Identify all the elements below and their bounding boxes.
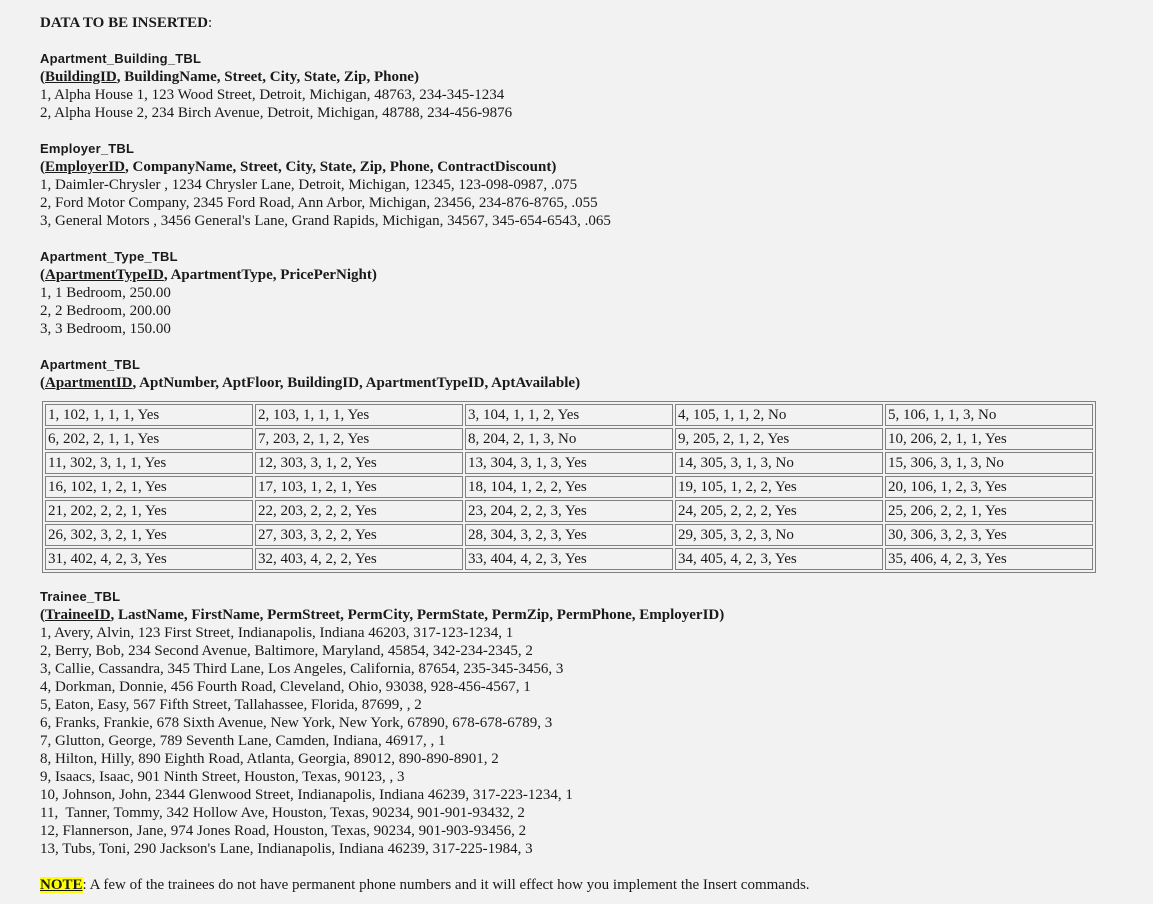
data-row: 8, Hilton, Hilly, 890 Eighth Road, Atlanta, Georgia, 89012, 890-890-8901, 2 [40, 751, 499, 767]
table-row [45, 476, 1093, 498]
note-label: NOTE [40, 877, 83, 893]
grid-cell: 4, 105, 1, 1, 2, No [675, 404, 883, 426]
table-row [45, 404, 1093, 426]
column-list: (ApartmentTypeID, ApartmentType, PricePerNight) [40, 267, 377, 283]
grid-cell: 33, 404, 4, 2, 3, Yes [465, 548, 673, 570]
grid-cell: 11, 302, 3, 1, 1, Yes [45, 452, 253, 474]
apartment-type-table-section [40, 248, 1140, 338]
table-row [45, 500, 1093, 522]
grid-cell: 1, 102, 1, 1, 1, Yes [45, 404, 253, 426]
data-row: 3, General Motors , 3456 General's Lane, Grand Rapids, Michigan, 34567, 345-654-6543, .065 [40, 213, 611, 229]
grid-cell: 5, 106, 1, 1, 3, No [885, 404, 1093, 426]
apartment-table-section [40, 356, 1140, 392]
grid-cell: 2, 103, 1, 1, 1, Yes [255, 404, 463, 426]
data-row: 2, Berry, Bob, 234 Second Avenue, Baltimore, Maryland, 45854, 342-234-2345, 2 [40, 643, 533, 659]
grid-cell: 23, 204, 2, 2, 3, Yes [465, 500, 673, 522]
table-row [45, 524, 1093, 546]
grid-cell: 17, 103, 1, 2, 1, Yes [255, 476, 463, 498]
data-row: 2, Alpha House 2, 234 Birch Avenue, Detroit, Michigan, 48788, 234-456-9876 [40, 105, 513, 121]
grid-cell: 6, 202, 2, 1, 1, Yes [45, 428, 253, 450]
note-text: : A few of the trainees do not have permanent phone numbers and it will effect how you implement the Insert commands. [82, 877, 810, 893]
data-row: 9, Isaacs, Isaac, 901 Ninth Street, Houston, Texas, 90123, , 3 [40, 769, 405, 785]
document [40, 14, 1140, 392]
grid-cell: 22, 203, 2, 2, 2, Yes [255, 500, 463, 522]
grid-cell: 14, 305, 3, 1, 3, No [675, 452, 883, 474]
data-row: 1, Daimler-Chrysler , 1234 Chrysler Lane, Detroit, Michigan, 12345, 123-098-0987, .075 [40, 177, 578, 193]
grid-cell: 34, 405, 4, 2, 3, Yes [675, 548, 883, 570]
data-row: 7, Glutton, George, 789 Seventh Lane, Camden, Indiana, 46917, , 1 [40, 733, 446, 749]
column-list: (ApartmentID, AptNumber, AptFloor, BuildingID, ApartmentTypeID, AptAvailable) [40, 375, 581, 391]
data-row: 1, Alpha House 1, 123 Wood Street, Detroit, Michigan, 48763, 234-345-1234 [40, 87, 505, 103]
grid-cell: 28, 304, 3, 2, 3, Yes [465, 524, 673, 546]
primary-key: ApartmentID [45, 375, 133, 391]
apartment-data-grid [42, 401, 1096, 573]
column-names: , ApartmentType, PricePerNight) [163, 267, 377, 283]
data-row: 3, Callie, Cassandra, 345 Third Lane, Los Angeles, California, 87654, 235-345-3456, 3 [40, 661, 564, 677]
note-line [40, 876, 810, 894]
grid-cell: 25, 206, 2, 2, 1, Yes [885, 500, 1093, 522]
grid-cell: 35, 406, 4, 2, 3, Yes [885, 548, 1093, 570]
primary-key: BuildingID [45, 69, 117, 85]
grid-cell: 31, 402, 4, 2, 3, Yes [45, 548, 253, 570]
data-row: 1, 1 Bedroom, 250.00 [40, 285, 171, 301]
column-names: , CompanyName, Street, City, State, Zip, Phone, ContractDiscount) [125, 159, 557, 175]
column-names: , BuildingName, Street, City, State, Zip, Phone) [116, 69, 419, 85]
employer-table-section [40, 140, 1140, 230]
grid-cell: 29, 305, 3, 2, 3, No [675, 524, 883, 546]
column-names: , LastName, FirstName, PermStreet, PermCity, PermState, PermZip, PermPhone, EmployerID) [110, 607, 725, 623]
data-row: 4, Dorkman, Donnie, 456 Fourth Road, Cleveland, Ohio, 93038, 928-456-4567, 1 [40, 679, 531, 695]
page-title [40, 14, 1140, 32]
data-row: 2, 2 Bedroom, 200.00 [40, 303, 171, 319]
data-row: 6, Franks, Frankie, 678 Sixth Avenue, New York, New York, 67890, 678-678-6789, 3 [40, 715, 553, 731]
grid-cell: 13, 304, 3, 1, 3, Yes [465, 452, 673, 474]
grid-cell: 19, 105, 1, 2, 2, Yes [675, 476, 883, 498]
data-row: 1, Avery, Alvin, 123 First Street, Indianapolis, Indiana 46203, 317-123-1234, 1 [40, 625, 514, 641]
table-name: Employer_TBL [40, 141, 135, 156]
table-name: Apartment_Type_TBL [40, 249, 178, 264]
grid-cell: 26, 302, 3, 2, 1, Yes [45, 524, 253, 546]
grid-cell: 21, 202, 2, 2, 1, Yes [45, 500, 253, 522]
building-table-section [40, 50, 1140, 122]
primary-key: ApartmentTypeID [45, 267, 164, 283]
data-row: 13, Tubs, Toni, 290 Jackson's Lane, Indianapolis, Indiana 46239, 317-225-1984, 3 [40, 841, 533, 857]
grid-cell: 7, 203, 2, 1, 2, Yes [255, 428, 463, 450]
table-row [45, 452, 1093, 474]
grid-cell: 8, 204, 2, 1, 3, No [465, 428, 673, 450]
data-row: 12, Flannerson, Jane, 974 Jones Road, Houston, Texas, 90234, 901-903-93456, 2 [40, 823, 527, 839]
grid-cell: 3, 104, 1, 1, 2, Yes [465, 404, 673, 426]
grid-cell: 32, 403, 4, 2, 2, Yes [255, 548, 463, 570]
grid-cell: 15, 306, 3, 1, 3, No [885, 452, 1093, 474]
grid-cell: 27, 303, 3, 2, 2, Yes [255, 524, 463, 546]
data-row: 10, Johnson, John, 2344 Glenwood Street, Indianapolis, Indiana 46239, 317-223-1234, 1 [40, 787, 573, 803]
grid-cell: 18, 104, 1, 2, 2, Yes [465, 476, 673, 498]
grid-cell: 24, 205, 2, 2, 2, Yes [675, 500, 883, 522]
page-title-colon: : [208, 15, 213, 31]
data-row: 11, Tanner, Tommy, 342 Hollow Ave, Houston, Texas, 90234, 901-901-93432, 2 [40, 805, 525, 821]
table-row [45, 548, 1093, 570]
column-names: , AptNumber, AptFloor, BuildingID, ApartmentTypeID, AptAvailable) [132, 375, 581, 391]
grid-cell: 16, 102, 1, 2, 1, Yes [45, 476, 253, 498]
data-row: 3, 3 Bedroom, 150.00 [40, 321, 171, 337]
table-name: Apartment_TBL [40, 357, 141, 372]
table-name: Trainee_TBL [40, 589, 121, 604]
table-row [45, 428, 1093, 450]
column-list: (BuildingID, BuildingName, Street, City, State, Zip, Phone) [40, 69, 419, 85]
primary-key: EmployerID [45, 159, 125, 175]
table-name: Apartment_Building_TBL [40, 51, 202, 66]
data-row: 2, Ford Motor Company, 2345 Ford Road, Ann Arbor, Michigan, 23456, 234-876-8765, .055 [40, 195, 598, 211]
grid-cell: 9, 205, 2, 1, 2, Yes [675, 428, 883, 450]
trainee-table-section [40, 588, 724, 858]
page-title-text: DATA TO BE INSERTED [40, 15, 209, 31]
grid-cell: 20, 106, 1, 2, 3, Yes [885, 476, 1093, 498]
grid-cell: 30, 306, 3, 2, 3, Yes [885, 524, 1093, 546]
data-row: 5, Eaton, Easy, 567 Fifth Street, Tallahassee, Florida, 87699, , 2 [40, 697, 422, 713]
column-list: (EmployerID, CompanyName, Street, City, State, Zip, Phone, ContractDiscount) [40, 159, 557, 175]
column-list: (TraineeID, LastName, FirstName, PermStreet, PermCity, PermState, PermZip, PermPhone, EmployerID) [40, 607, 725, 623]
grid-cell: 10, 206, 2, 1, 1, Yes [885, 428, 1093, 450]
primary-key: TraineeID [45, 607, 111, 623]
grid-cell: 12, 303, 3, 1, 2, Yes [255, 452, 463, 474]
